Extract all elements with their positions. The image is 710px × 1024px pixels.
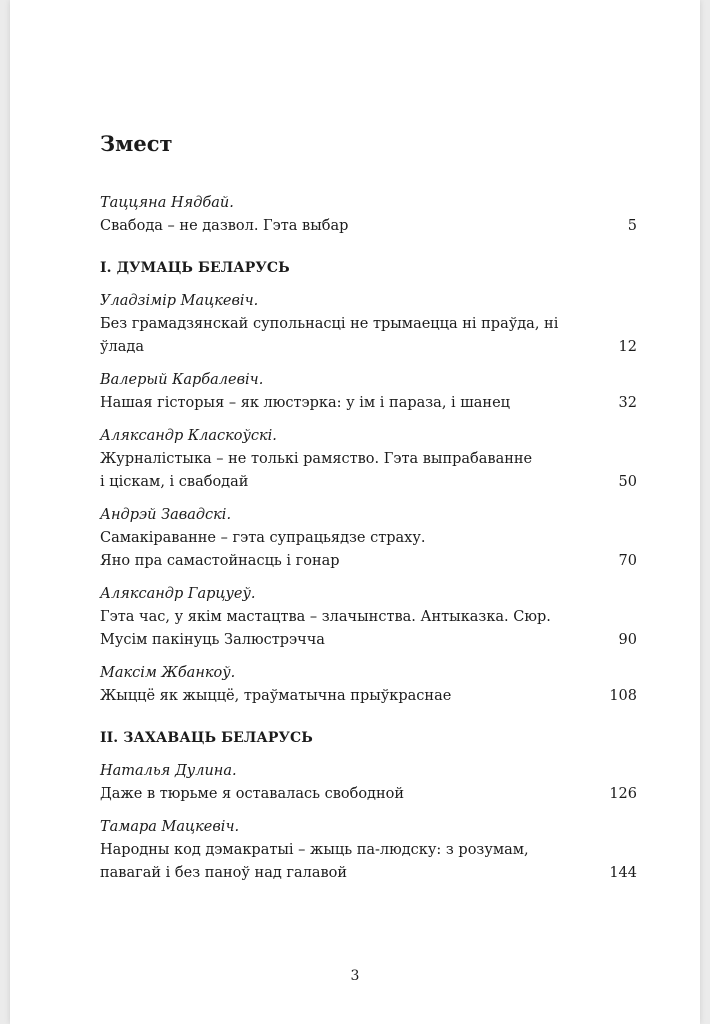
entry-title: Свабода – не дазвол. Гэта выбар — [100, 218, 349, 234]
entry-title — [100, 839, 529, 885]
entry-title — [100, 392, 510, 415]
section-heading: II. ЗАХАВАЦЬ БЕЛАРУСЬ — [100, 730, 313, 746]
entry-title-line: павагай і без паноў над галавой — [100, 865, 348, 881]
toc-entry — [100, 369, 637, 415]
entry-title — [100, 313, 558, 359]
page-number: 3 — [350, 968, 360, 984]
entry-title-line: Даже в тюрьме я оставалась свободной — [100, 786, 405, 802]
page-title: Змест — [100, 131, 173, 156]
entry-title-line: Журналістыка – не толькі рамяство. Гэта выпрабаванне — [100, 451, 533, 467]
entry-page-number: 144 — [609, 865, 637, 881]
entry-title-line: Жыццё як жыццё, траўматычна прыўкраснае — [100, 688, 452, 704]
entry-row — [100, 392, 637, 415]
entry-title — [100, 685, 451, 708]
entry-author: Валерый Карбалевіч. — [100, 372, 264, 388]
toc-entry — [100, 760, 637, 806]
entry-page-number: 50 — [618, 474, 637, 490]
entry-page-number: 12 — [618, 339, 637, 355]
entry-page-number: 126 — [609, 786, 637, 802]
entry-title-line: Народны код дэмакратыі – жыць па-людску: з розумам, — [100, 842, 529, 858]
entry-row — [100, 783, 637, 806]
section-heading: I. ДУМАЦЬ БЕЛАРУСЬ — [100, 260, 290, 276]
toc-entry — [100, 290, 637, 359]
entry-title-line: Гэта час, у якім мастацтва – злачынства. Антыказка. Сюр. — [100, 609, 551, 625]
toc-entry — [100, 816, 637, 885]
book-page — [10, 0, 700, 1024]
toc-section — [100, 728, 637, 885]
entry-row — [100, 839, 637, 885]
entry-page-number: 70 — [618, 553, 637, 569]
toc-entry — [100, 583, 637, 652]
entry-title-line: Самакіраванне – гэта супрацьядзе страху. — [100, 530, 426, 546]
entry-page-number: 108 — [609, 688, 637, 704]
entry-title-line: Нашая гісторыя – як люстэрка: у ім і параза, і шанец — [100, 395, 510, 411]
entry-title — [100, 527, 426, 573]
entry-title-line: і ціскам, і свабодай — [100, 474, 249, 490]
entry-row — [100, 313, 637, 359]
entry-page-number: 5 — [627, 218, 637, 234]
entry-row — [100, 606, 637, 652]
toc-section — [100, 258, 637, 708]
table-of-contents — [100, 130, 637, 895]
entry-title — [100, 448, 532, 494]
entry-author: Таццяна Нядбай. — [100, 195, 234, 211]
entry-title-line: Без грамадзянскай супольнасці не трымаецца ні праўда, ні — [100, 316, 559, 332]
entry-title — [100, 783, 404, 806]
entry-author: Аляксандр Класкоўскі. — [100, 428, 277, 444]
entry-author: Тамара Мацкевіч. — [100, 819, 240, 835]
entry-author: Максім Жбанкоў. — [100, 665, 236, 681]
toc-entry — [100, 504, 637, 573]
toc-entry — [100, 425, 637, 494]
entry-page-number: 32 — [618, 395, 637, 411]
entry-title-line: Яно пра самастойнасць і гонар — [100, 553, 340, 569]
entry-author: Уладзімір Мацкевіч. — [100, 293, 259, 309]
entry-row — [100, 685, 637, 708]
toc-entry — [100, 192, 637, 238]
entry-author: Наталья Дулина. — [100, 763, 237, 779]
entry-author: Андрэй Завадскі. — [100, 507, 232, 523]
entry-title — [100, 606, 551, 652]
entry-row — [100, 527, 637, 573]
entry-page-number: 90 — [618, 632, 637, 648]
entry-author: Аляксандр Гарцуеў. — [100, 586, 256, 602]
entry-row — [100, 215, 637, 238]
toc-entry — [100, 662, 637, 708]
entry-title-line: Мусім пакінуць Залюстрэчча — [100, 632, 325, 648]
entry-title-line: ўлада — [100, 339, 144, 355]
entry-row — [100, 448, 637, 494]
